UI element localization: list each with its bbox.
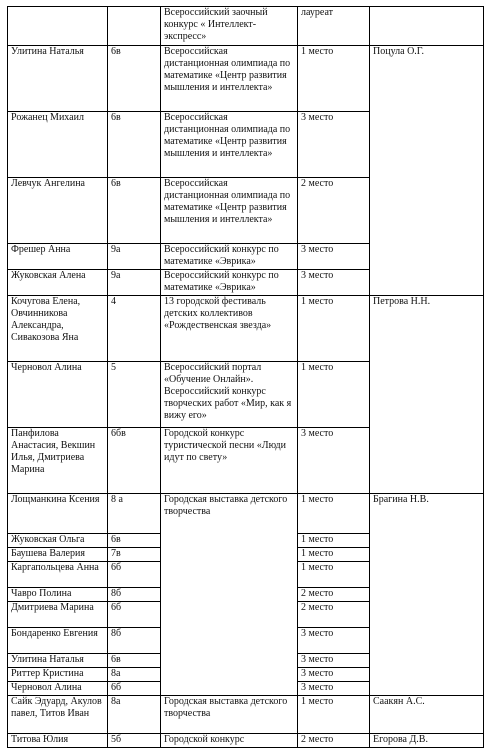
- place-cell: 3 место: [298, 112, 370, 178]
- class-cell: 6в: [108, 654, 161, 668]
- teacher-cell: Саакян А.С.: [370, 696, 484, 734]
- class-cell: 8а: [108, 668, 161, 682]
- event-cell: Всероссийский портал «Обучение Онлайн». Всероссийский конкурс творческих работ «Мир, как я вижу его»: [161, 362, 298, 428]
- class-cell: 8б: [108, 628, 161, 654]
- table-row: [8, 7, 484, 46]
- student-name-cell: Сайк Эдуард, Акулов павел, Титов Иван: [8, 696, 108, 734]
- table-row: [8, 296, 484, 362]
- table-row: [8, 734, 484, 748]
- place-cell: 1 место: [298, 548, 370, 562]
- event-cell: Городской конкурс: [161, 734, 298, 748]
- student-name-cell: Риттер Кристина: [8, 668, 108, 682]
- place-cell: 1 место: [298, 46, 370, 112]
- student-name-cell: Улитина Наталья: [8, 654, 108, 668]
- student-name-cell: Черновол Алина: [8, 362, 108, 428]
- student-name-cell: [8, 7, 108, 46]
- teacher-cell: Поцула О.Г.: [370, 46, 484, 296]
- place-cell: 3 место: [298, 428, 370, 494]
- awards-table: [7, 6, 484, 748]
- student-name-cell: Лощманкина Ксения: [8, 494, 108, 534]
- place-cell: 1 место: [298, 362, 370, 428]
- class-cell: 6в: [108, 112, 161, 178]
- student-name-cell: Жуковская Алена: [8, 270, 108, 296]
- class-cell: [108, 7, 161, 46]
- event-cell: Всероссийская дистанционная олимпиада по математике «Центр развития мышления и интеллекта»: [161, 112, 298, 178]
- class-cell: 9а: [108, 270, 161, 296]
- class-cell: 6в: [108, 46, 161, 112]
- event-cell: Городская выставка детского творчества: [161, 696, 298, 734]
- place-cell: 2 место: [298, 588, 370, 602]
- table-row: [8, 494, 484, 534]
- class-cell: 6бв: [108, 428, 161, 494]
- class-cell: 4: [108, 296, 161, 362]
- class-cell: 8б: [108, 588, 161, 602]
- student-name-cell: Чавро Полина: [8, 588, 108, 602]
- place-cell: 3 место: [298, 270, 370, 296]
- place-cell: 2 место: [298, 178, 370, 244]
- class-cell: 6б: [108, 682, 161, 696]
- student-name-cell: Левчук Ангелина: [8, 178, 108, 244]
- student-name-cell: Титова Юлия: [8, 734, 108, 748]
- class-cell: 5б: [108, 734, 161, 748]
- event-cell: Всероссийская дистанционная олимпиада по математике «Центр развития мышления и интеллекта»: [161, 46, 298, 112]
- place-cell: лауреат: [298, 7, 370, 46]
- place-cell: 1 место: [298, 534, 370, 548]
- student-name-cell: Баушева Валерия: [8, 548, 108, 562]
- event-cell: Всероссийский заочный конкурс « Интеллект-экспресс»: [161, 7, 298, 46]
- place-cell: 2 место: [298, 734, 370, 748]
- teacher-cell: Егорова Д.В.: [370, 734, 484, 748]
- class-cell: 6в: [108, 534, 161, 548]
- place-cell: 2 место: [298, 602, 370, 628]
- place-cell: 1 место: [298, 696, 370, 734]
- student-name-cell: Фрешер Анна: [8, 244, 108, 270]
- place-cell: 3 место: [298, 628, 370, 654]
- student-name-cell: Улитина Наталья: [8, 46, 108, 112]
- class-cell: 6б: [108, 602, 161, 628]
- student-name-cell: Каргапольцева Анна: [8, 562, 108, 588]
- place-cell: 1 место: [298, 562, 370, 588]
- place-cell: 1 место: [298, 494, 370, 534]
- class-cell: 8 а: [108, 494, 161, 534]
- class-cell: 9а: [108, 244, 161, 270]
- place-cell: 3 место: [298, 244, 370, 270]
- class-cell: 6б: [108, 562, 161, 588]
- class-cell: 7в: [108, 548, 161, 562]
- event-cell: Городской конкурс туристической песни «Люди идут по свету»: [161, 428, 298, 494]
- student-name-cell: Черновол Алина: [8, 682, 108, 696]
- place-cell: 3 место: [298, 654, 370, 668]
- student-name-cell: Жуковская Ольга: [8, 534, 108, 548]
- student-name-cell: Дмитриева Марина: [8, 602, 108, 628]
- student-name-cell: Кочугова Елена, Овчинникова Александра, Сивакозова Яна: [8, 296, 108, 362]
- event-cell: Всероссийская дистанционная олимпиада по математике «Центр развития мышления и интеллекта»: [161, 178, 298, 244]
- student-name-cell: Бондаренко Евгения: [8, 628, 108, 654]
- teacher-cell: Петрова Н.Н.: [370, 296, 484, 494]
- student-name-cell: Панфилова Анастасия, Векшин Илья, Дмитриева Марина: [8, 428, 108, 494]
- table-row: [8, 696, 484, 734]
- event-cell: 13 городской фестиваль детских коллективов «Рождественская звезда»: [161, 296, 298, 362]
- class-cell: 6в: [108, 178, 161, 244]
- place-cell: 3 место: [298, 668, 370, 682]
- place-cell: 3 место: [298, 682, 370, 696]
- class-cell: 5: [108, 362, 161, 428]
- event-cell: Всероссийский конкурс по математике «Эврика»: [161, 244, 298, 270]
- teacher-cell: Брагина Н.В.: [370, 494, 484, 696]
- place-cell: 1 место: [298, 296, 370, 362]
- event-cell: Городская выставка детского творчества: [161, 494, 298, 696]
- class-cell: 8а: [108, 696, 161, 734]
- table-row: [8, 46, 484, 112]
- teacher-cell: [370, 7, 484, 46]
- student-name-cell: Рожанец Михаил: [8, 112, 108, 178]
- event-cell: Всероссийский конкурс по математике «Эврика»: [161, 270, 298, 296]
